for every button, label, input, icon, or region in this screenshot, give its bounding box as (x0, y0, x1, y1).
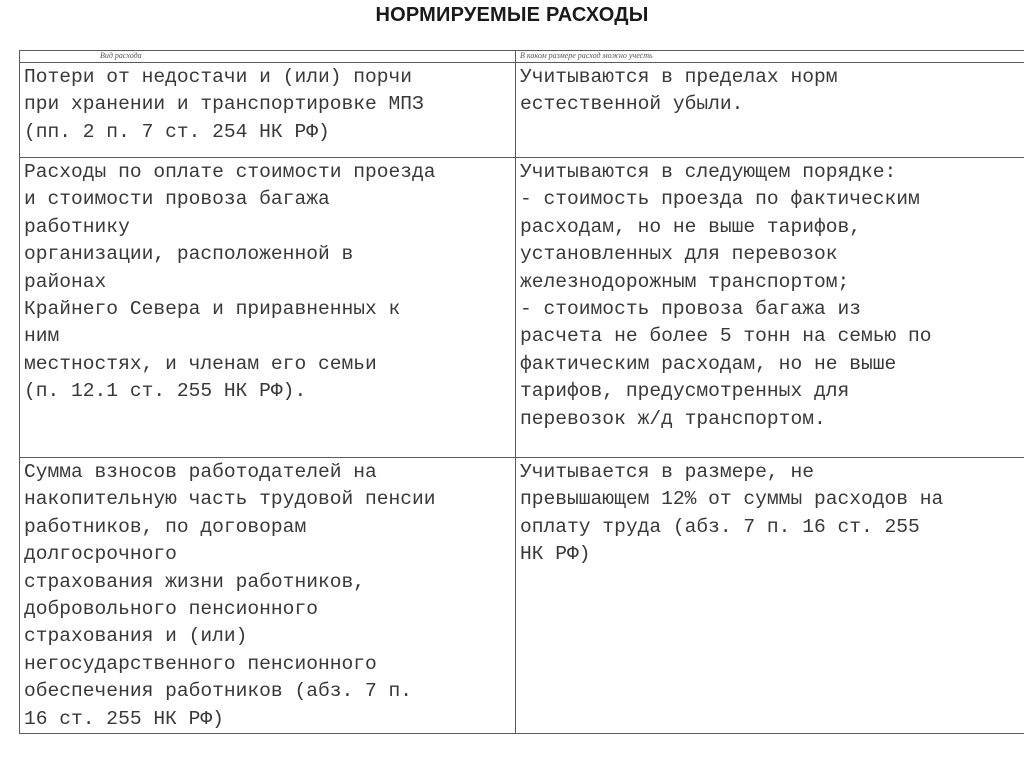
column-header-accounting-rule: В каком размере расход можно учесть (516, 51, 1024, 63)
table-row (20, 458, 1024, 734)
accounting-rule-cell: Учитываются в пределах норм естественной убыли. (516, 63, 1024, 158)
column-header-expense-type: Вид расхода (20, 51, 516, 63)
expense-type-cell: Потери от недостачи и (или) порчи при хранении и транспортировке МПЗ (пп. 2 п. 7 ст. 254 НК РФ) (20, 63, 516, 158)
accounting-rule-cell: Учитывается в размере, не превышающем 12% от суммы расходов на оплату труда (абз. 7 п. 16 ст. 255 НК РФ) (516, 458, 1024, 734)
table-row (20, 63, 1024, 158)
accounting-rule-cell: Учитываются в следующем порядке: - стоимость проезда по фактическим расходам, но не выше тарифов, установленных для перевозок железнодорожным транспортом; - стоимость провоза багажа из расчета не более 5 тонн на семью по фактическим расходам, но не выше тарифов, предусмотренных для перевозок ж/д транспортом. (516, 158, 1024, 458)
expense-type-cell: Расходы по оплате стоимости проезда и стоимости провоза багажа работнику организации, расположенной в районах Крайнего Севера и приравненных к ним местностях, и членам его семьи (п. 12.1 ст. 255 НК РФ). (20, 158, 516, 458)
expense-type-cell: Сумма взносов работодателей на накопительную часть трудовой пенсии работников, по договорам долгосрочного страхования жизни работников, добровольного пенсионного страхования и (или) негосударственного пенсионного обеспечения работников (абз. 7 п. 16 ст. 255 НК РФ) (20, 458, 516, 734)
table-header-row (20, 51, 1024, 63)
table-row (20, 158, 1024, 458)
page-title: НОРМИРУЕМЫЕ РАСХОДЫ (375, 4, 649, 26)
normed-expenses-table (19, 50, 1024, 734)
